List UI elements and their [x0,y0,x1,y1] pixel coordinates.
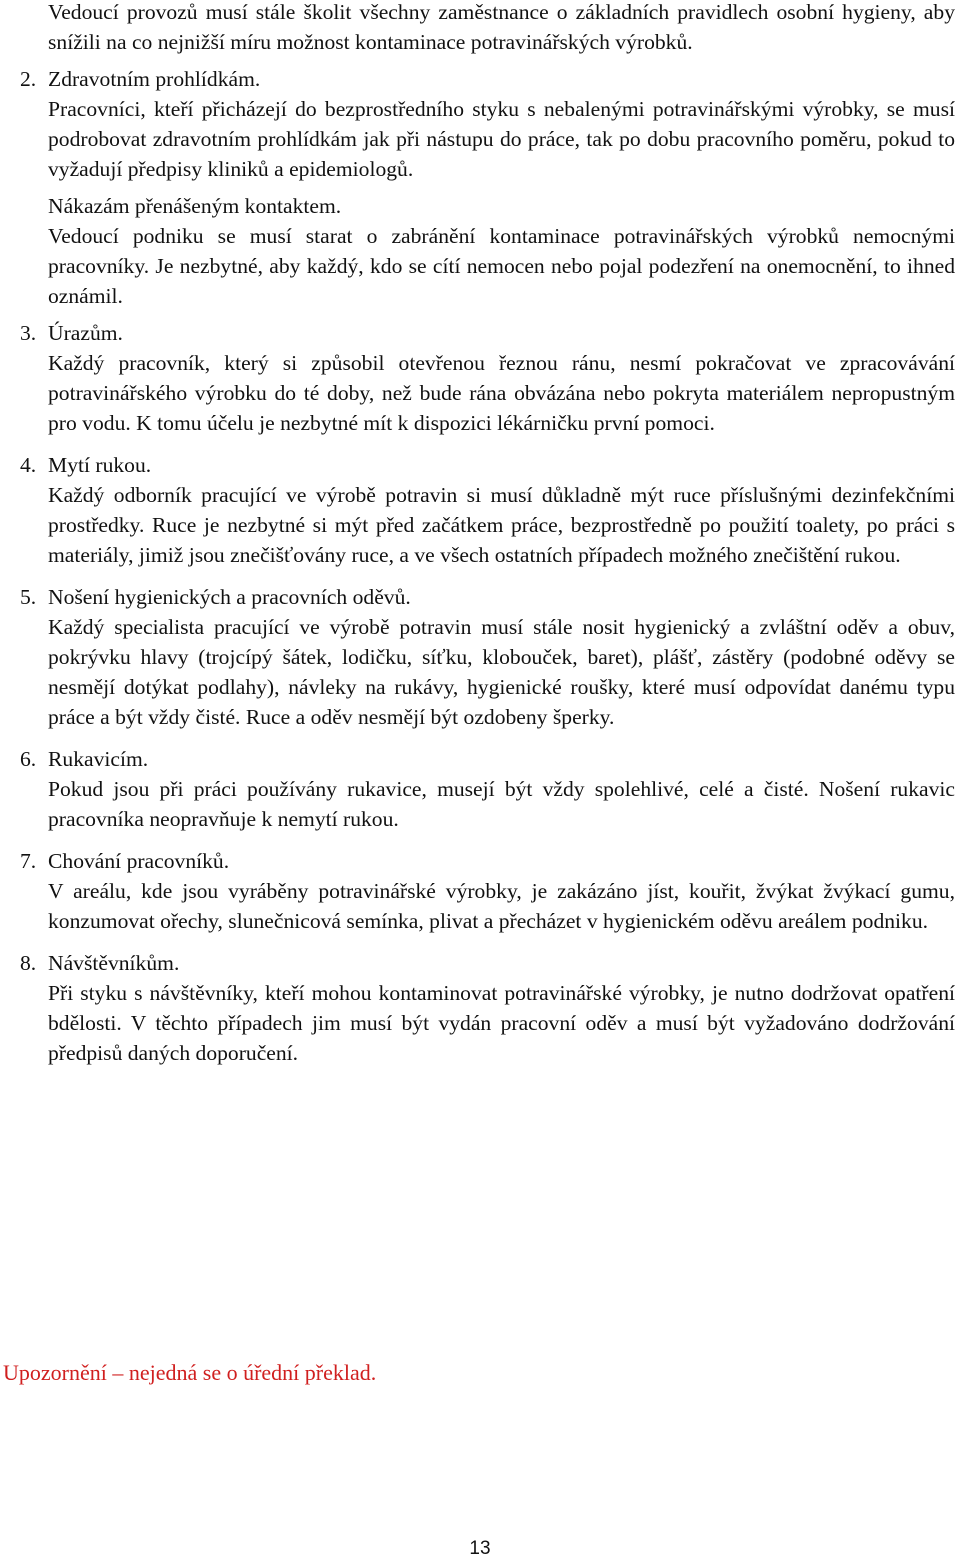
section-5-work-clothing [20,582,955,732]
section-6-gloves [20,744,955,834]
section-number: 6. [20,747,37,771]
section-title: Úrazům. [48,321,123,345]
section-heading [48,191,955,221]
section-3-injuries [20,318,955,438]
intro-paragraph: Vedoucí provozů musí stále školit všechny zaměstnance o základních pravidlech osobní hygieny, aby snížili na co nejnižší míru možnost kontaminace potravinářských výrobků. [48,0,955,54]
section-body: Pracovníci, kteří přicházejí do bezprostředního styku s nebalenými potravinářskými výrobky, se musí podrobovat zdravotním prohlídkám jak při nástupu do práce, tak po dobu pracovního poměru, pokud to vyžadují předpisy kliniků a epidemiologů. [48,97,955,181]
section-body: Vedoucí podniku se musí starat o zabránění kontaminace potravinářských výrobků nemocnými pracovníky. Je nezbytné, aby každý, kdo se cítí nemocen nebo pojal podezření na onemocnění, to ihned oznámil. [48,224,955,308]
section-2-health-checks [20,64,955,184]
section-title: Návštěvníkům. [48,951,180,975]
section-contact-infection [48,191,955,311]
section-8-visitors [20,948,955,1068]
section-number: 7. [20,849,37,873]
page-number: 13 [469,1538,491,1559]
section-title: Nošení hygienických a pracovních oděvů. [48,585,411,609]
section-number: 2. [20,67,37,91]
section-title: Nákazám přenášeným kontaktem. [48,194,342,218]
section-heading [20,846,955,876]
section-title: Rukavicím. [48,747,149,771]
section-heading [20,318,955,348]
section-number: 3. [20,321,37,345]
section-7-worker-behaviour [20,846,955,936]
section-body: Každý pracovník, který si způsobil otevřenou řeznou ránu, nesmí pokračovat ve zpracovávání potravinářského výrobku do té doby, než bude rána obvázána nebo pokryta materiálem nepropustným pro vodu. K tomu účelu je nezbytné mít k dispozici lékárničku první pomoci. [48,351,955,435]
section-number: 5. [20,585,37,609]
section-4-hand-washing [20,450,955,570]
document-body [20,0,955,1068]
section-body: V areálu, kde jsou vyráběny potravinářské výrobky, je zakázáno jíst, kouřit, žvýkat žvýkací gumu, konzumovat ořechy, slunečnicová semínka, plivat a přecházet v hygienickém oděvu areálem podniku. [48,879,955,933]
section-body: Při styku s návštěvníky, kteří mohou kontaminovat potravinářské výrobky, je nutno dodržovat opatření bdělosti. V těchto případech jim musí být vydán pracovní oděv a musí být vyžadováno dodržování předpisů daných doporučení. [48,981,955,1065]
section-heading [20,948,955,978]
section-number: 8. [20,951,37,975]
translation-disclaimer: Upozornění – nejedná se o úřední překlad. [3,1360,377,1385]
section-title: Mytí rukou. [48,453,152,477]
section-heading [20,64,955,94]
section-title: Zdravotním prohlídkám. [48,67,261,91]
section-heading [20,450,955,480]
section-body: Pokud jsou při práci používány rukavice, musejí být vždy spolehlivé, celé a čisté. Nošení rukavic pracovníka neopravňuje k nemytí rukou. [48,777,955,831]
section-title: Chování pracovníků. [48,849,230,873]
section-heading [20,744,955,774]
section-number: 4. [20,453,37,477]
section-body: Každý odborník pracující ve výrobě potravin si musí důkladně mýt ruce příslušnými dezinfekčními prostředky. Ruce je nezbytné si mýt před začátkem práce, bezprostředně po použití toalety, po práci s materiály, jimiž jsou znečišťovány ruce, a ve všech ostatních případech možného znečištění rukou. [48,483,955,567]
section-heading [20,582,955,612]
section-body: Každý specialista pracující ve výrobě potravin musí stále nosit hygienický a zvláštní oděv a obuv, pokrývku hlavy (trojcípý šátek, lodičku, síťku, klobouček, baret), plášť, zástěry (podobné oděvy se nesmějí dotýkat podlahy), návleky na rukávy, hygienické roušky, které musí odpovídat danému typu práce a být vždy čisté. Ruce a oděv nesmějí být ozdobeny šperky. [48,615,955,729]
